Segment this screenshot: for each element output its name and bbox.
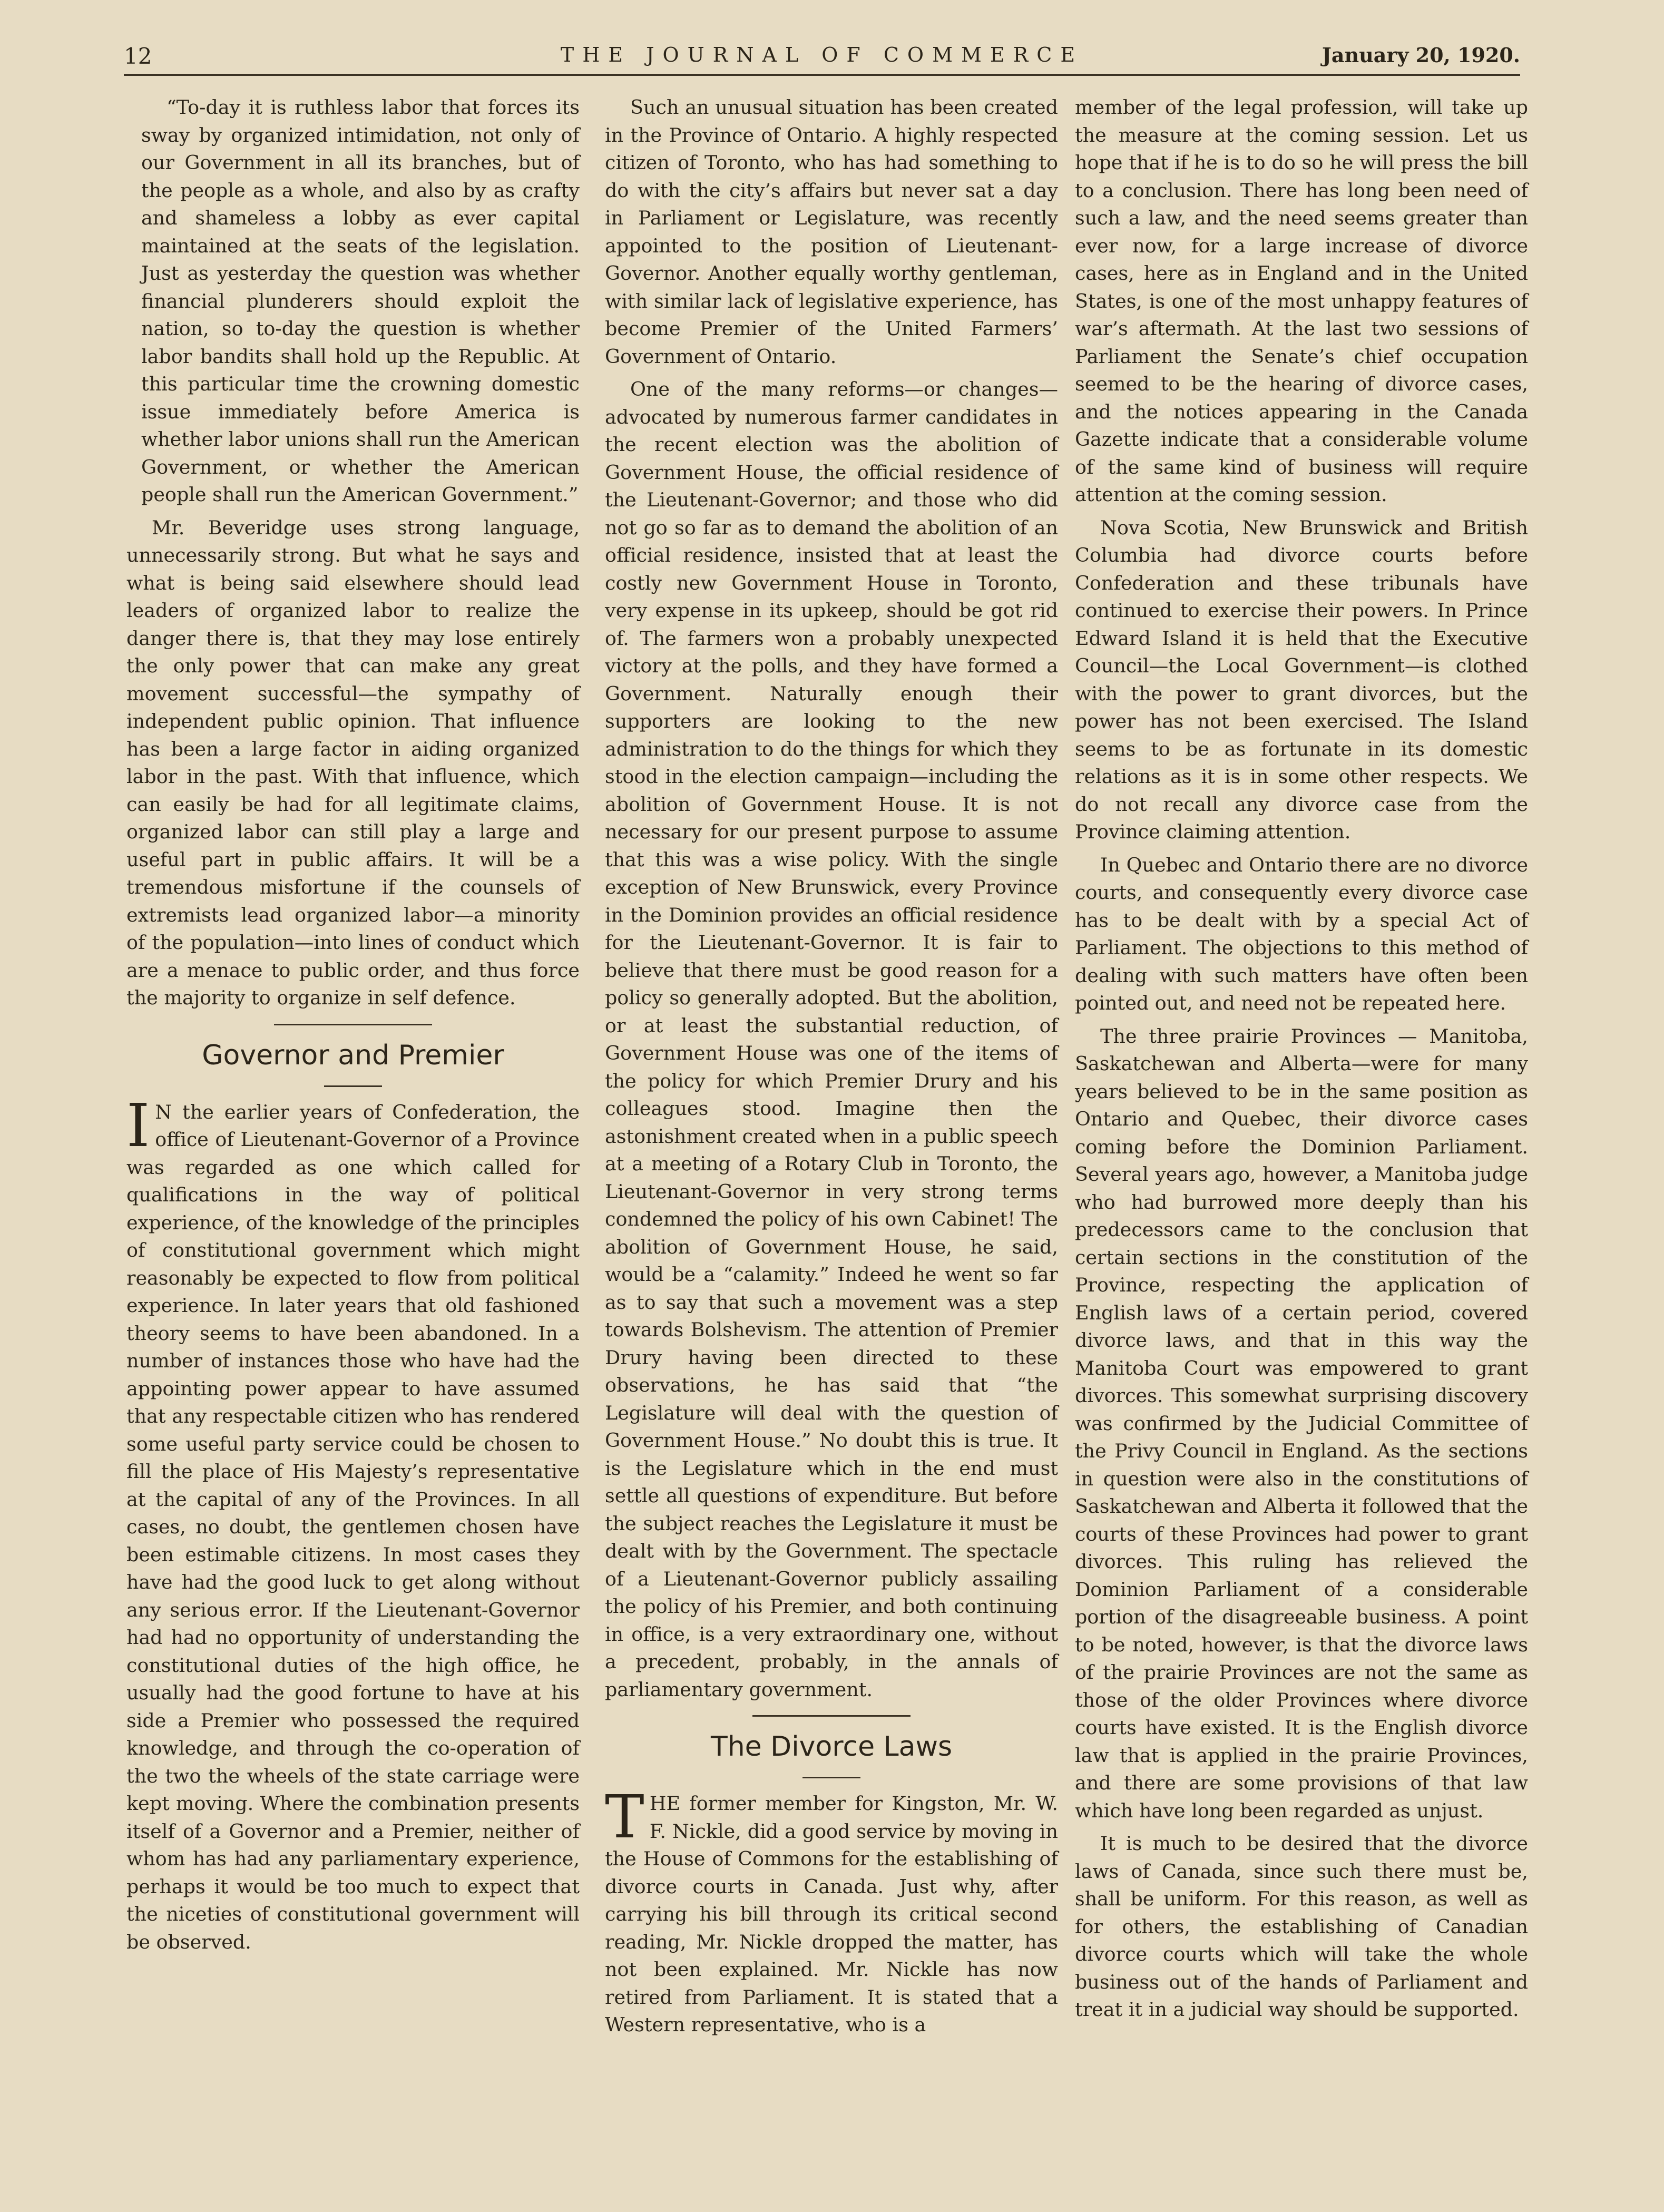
page-header <box>124 43 1520 76</box>
quote-paragraph: “To-day it is ruthless labor that forces its sway by organized intimidation, not only of our Government in all its branches, but of the people as a whole, and also by as crafty and shameless a lobby as ever capital maintained at the seats of the legislation. Just as yesterday the question was whether financial plunderers should exploit the nation, so to-day the question is whether labor bandits shall hold up the Republic. At this particular time the crowning domestic issue immediately before America is whether labor unions shall run the American Government, or whether the American people shall run the American Government.” <box>141 96 580 506</box>
body-paragraph: In Quebec and Ontario there are no divorce courts, and consequently every divorce case has to be dealt with by a special Act of Parliament. The objections to this method of dealing with such matters have often been pointed out, and need not be repeated here. <box>1075 853 1528 1014</box>
issue-date: January 20, 1920. <box>1322 43 1520 67</box>
column-1 <box>126 94 580 1961</box>
page-number: 12 <box>124 43 152 69</box>
heading-underline <box>324 1085 382 1087</box>
body-paragraph: One of the many reforms—or changes—advocated by numerous farmer candidates in the recent election was the abolition of Government House, the official residence of the Lieutenant-Governor; and those who did not go so far as to demand the abolition of an official residence, insisted that at least the costly new Government House in Toronto, very expense in its upkeep, should be got rid of. The farmers won a probably unexpected victory at the polls, and they have formed a Government. Naturally enough their supporters are looking to the new administration to do the things for which they stood in the election campaign—including the abolition of Government House. It is not necessary for our present purpose to assume that this was a wise policy. With the single exception of New Brunswick, every Province in the Dominion provides an official residence for the Lieutenant-Governor. It is fair to believe that there must be good reason for a policy so generally adopted. But the abolition, or at least the substantial reduction, of Government House was one of the items of the policy for which Premier Drury and his colleagues stood. Imagine then the astonishment created when in a public speech at a meeting of a Rotary Club in Toronto, the Lieutenant-Governor in very strong terms condemned the policy of his own Cabinet! The abolition of Government House, he said, would be a “calamity.” Indeed he went so far as to say that such a movement was a step towards Bolshevism. The attention of Premier Drury having been directed to these observations, he has said that “the Legislature will deal with the question of Government House.” No doubt this is true. It is the Legislature which in the end must settle all questions of expenditure. But before the subject reaches the Legislature it must be dealt with by the Government. The spectacle of a Lieutenant-Governor publicly assailing the policy of his Premier, and both continuing in office, is a very extraordinary one, without a precedent, probably, in the annals of parliamentary government. <box>605 378 1058 1701</box>
section-divider <box>274 1024 432 1025</box>
body-paragraph: Nova Scotia, New Brunswick and British Columbia had divorce courts before Confederation and these tribunals have continued to exercise their powers. In Prince Edward Island it is held that the Executive Council—the Local Government—is clothed with the power to grant divorces, but the power has not been exercised. The Island seems to be as fortunate in its domestic relations as it is in some other respects. We do not recall any divorce case from the Province claiming attention. <box>1075 516 1528 843</box>
body-paragraph: IN the earlier years of Confederation, the office of Lieutenant-Governor of a Province was regarded as one which called for qualifications in the way of political experience, of the knowledge of the principles of constitutional government which might reasonably be expected to flow from political experience. In later years that old fashioned theory seems to have been abandoned. In a number of instances those who have had the appointing power appear to have assumed that any respectable citizen who has rendered some useful party service could be chosen to fill the place of His Majesty’s representative at the capital of any of the Provinces. In all cases, no doubt, the gentlemen chosen have been estimable citizens. In most cases they have had the good luck to get along without any serious error. If the Lieutenant-Governor had had no opportunity of understanding the constitutional duties of the high office, he usually had the good fortune to have at his side a Premier who possessed the required knowledge, and through the co-operation of the two the wheels of the state carriage were kept moving. Where the combination presents itself of a Governor and a Premier, neither of whom has had any parliamentary experience, perhaps it would be too much to expect that the niceties of constitutional government will be observed. <box>126 1091 580 1953</box>
publication-title: THE JOURNAL OF COMMERCE <box>560 43 1084 66</box>
body-paragraph: Mr. Beveridge uses strong language, unnecessarily strong. But what he says and what is being said elsewhere should lead leaders of organized labor to realize the danger there is, that they may lose entirely the only power that can make any great movement successful—the sympathy of independent public opinion. That influence has been a large factor in aiding organized labor in the past. With that influence, which can easily be had for all legitimate claims, organized labor can still play a large and useful part in public affairs. It will be a tremendous misfortune if the counsels of extremists lead organized labor—a minority of the population—into lines of conduct which are a menace to public order, and thus force the majority to organize in self defence. <box>126 516 580 1009</box>
column-3 <box>1075 94 1528 2029</box>
section-divider <box>752 1715 911 1717</box>
column-2 <box>605 94 1058 2044</box>
body-paragraph: It is much to be desired that the divorce laws of Canada, since such there must be, shall be uniform. For this reason, as well as for others, the establishing of Canadian divorce courts which will take the whole business out of the hands of Parliament and treat it in a judicial way should be supported. <box>1075 1832 1528 2021</box>
article-heading-governor-and-premier: Governor and Premier <box>202 1039 504 1071</box>
heading-underline <box>802 1777 860 1778</box>
body-paragraph: THE former member for Kingston, Mr. W. F. Nickle, did a good service by moving in the House of Commons for the establishing of divorce courts in Canada. Just why, after carrying his bill through its critical second reading, Mr. Nickle dropped the matter, has not been explained. Mr. Nickle has now retired from Parliament. It is stated that a Western representative, who is a <box>605 1783 1058 2036</box>
body-paragraph: The three prairie Provinces — Manitoba, Saskatchewan and Alberta—were for many years believed to be in the same position as Ontario and Quebec, their divorce cases coming before the Dominion Parliament. Several years ago, however, a Manitoba judge who had burrowed more deeply than his predecessors came to the conclusion that certain sections in the constitution of the Province, respecting the application of English laws of a certain period, covered divorce laws, and that in this way the Manitoba Court was empowered to grant divorces. This somewhat surprising discovery was confirmed by the Judicial Committee of the Privy Council in England. As the sections in question were also in the constitutions of Saskatchewan and Alberta it followed that the courts of these Provinces had power to grant divorces. This ruling has relieved the Dominion Parliament of a considerable portion of the disagreeable business. A point to be noted, however, is that the divorce laws of the prairie Provinces are not the same as those of the older Provinces where divorce courts have existed. It is the English divorce law that is applied in the prairie Provinces, and there are some provisions of that law which have long been regarded as unjust. <box>1075 1024 1528 1822</box>
article-heading-divorce-laws: The Divorce Laws <box>710 1731 953 1763</box>
body-paragraph: member of the legal profession, will take up the measure at the coming session. Let us hope that if he is to do so he will press the bill to a conclusion. There has long been need of such a law, and the need seems greater than ever now, for a large increase of divorce cases, here as in England and in the United States, is one of the most unhappy features of war’s aftermath. At the last two sessions of Parliament the Senate’s chief occupation seemed to be the hearing of divorce cases, and the notices appearing in the Canada Gazette indicate that a considerable volume of the same kind of business will require attention at the coming session. <box>1075 96 1528 506</box>
body-paragraph: Such an unusual situation has been created in the Province of Ontario. A highly respected citizen of Toronto, who has had something to do with the city’s affairs but never sat a day in Parliament or Legislature, was recently appointed to the position of Lieutenant-Governor. Another equally worthy gentleman, with similar lack of legislative experience, has become Premier of the United Farmers’ Government of Ontario. <box>605 96 1058 368</box>
